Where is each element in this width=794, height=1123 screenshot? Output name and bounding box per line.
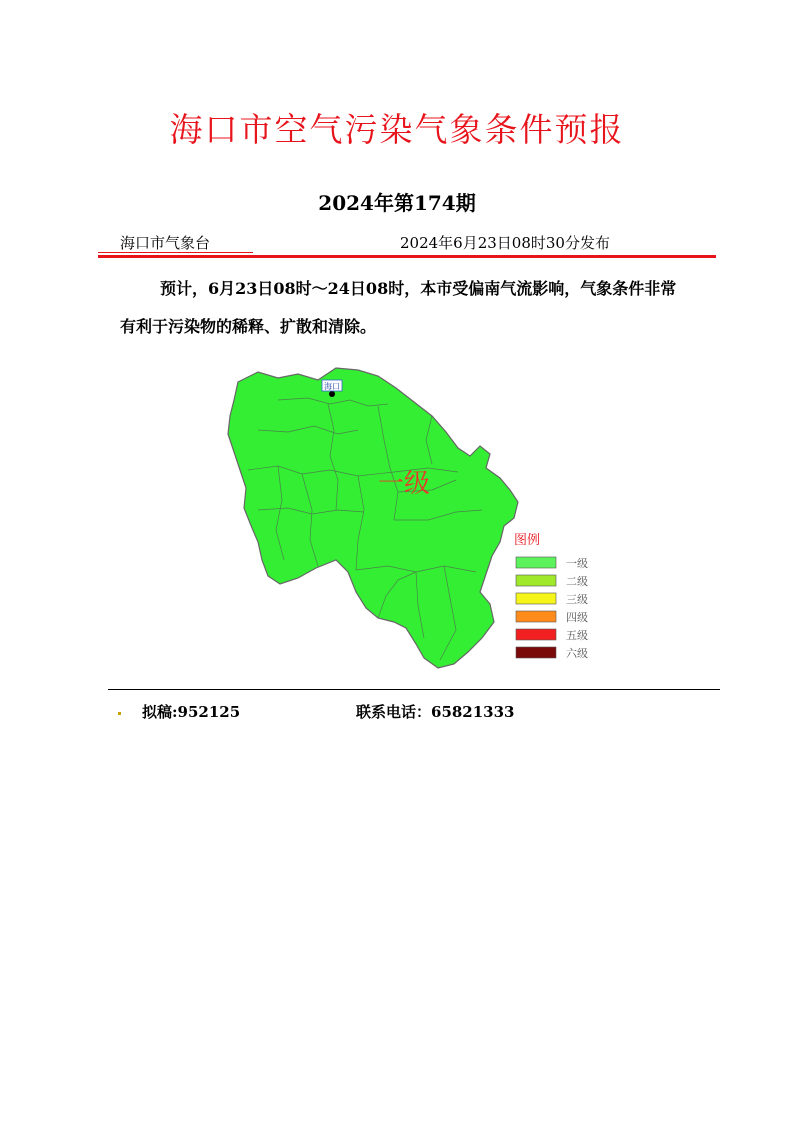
pollution-map <box>218 360 618 680</box>
forecast-text: 预计，6月23日08时～24日08时，本市受偏南气流影响，气象条件非常有利于污染物的稀释、扩散和清除。 <box>120 279 677 336</box>
issuer-name: 海口市气象台 <box>120 234 211 252</box>
city-label: 海口 <box>324 382 340 391</box>
contact-phone: 联系电话：65821333 <box>356 703 515 721</box>
legend-item-6 <box>516 647 588 660</box>
footer-divider <box>108 689 720 690</box>
legend-item-5 <box>516 629 588 642</box>
svg-text:六级: 六级 <box>566 647 588 660</box>
svg-text:五级: 五级 <box>566 629 588 642</box>
legend-item-2 <box>516 575 588 588</box>
legend-item-3 <box>516 593 588 606</box>
legend-item-1 <box>516 557 588 570</box>
city-marker-icon <box>329 391 335 397</box>
header-divider <box>98 255 716 258</box>
svg-text:一级: 一级 <box>566 557 588 570</box>
issuer-row <box>120 232 680 254</box>
haikou-region <box>228 368 518 668</box>
legend-item-4 <box>516 611 588 624</box>
svg-text:四级: 四级 <box>566 611 588 624</box>
drafter: 拟稿:952125 <box>142 703 241 721</box>
bullet-dot <box>118 712 121 715</box>
svg-text:三级: 三级 <box>566 593 588 606</box>
publish-time: 2024年6月23日08时30分发布 <box>400 234 610 252</box>
report-title: 海口市空气污染气象条件预报 <box>169 110 625 149</box>
legend <box>514 533 588 660</box>
svg-text:二级: 二级 <box>566 575 588 588</box>
level-label: 一级 <box>378 469 431 499</box>
issue-number: 2024年第174期 <box>318 191 476 215</box>
issuer-underline <box>98 252 253 253</box>
legend-title: 图例 <box>514 533 541 548</box>
